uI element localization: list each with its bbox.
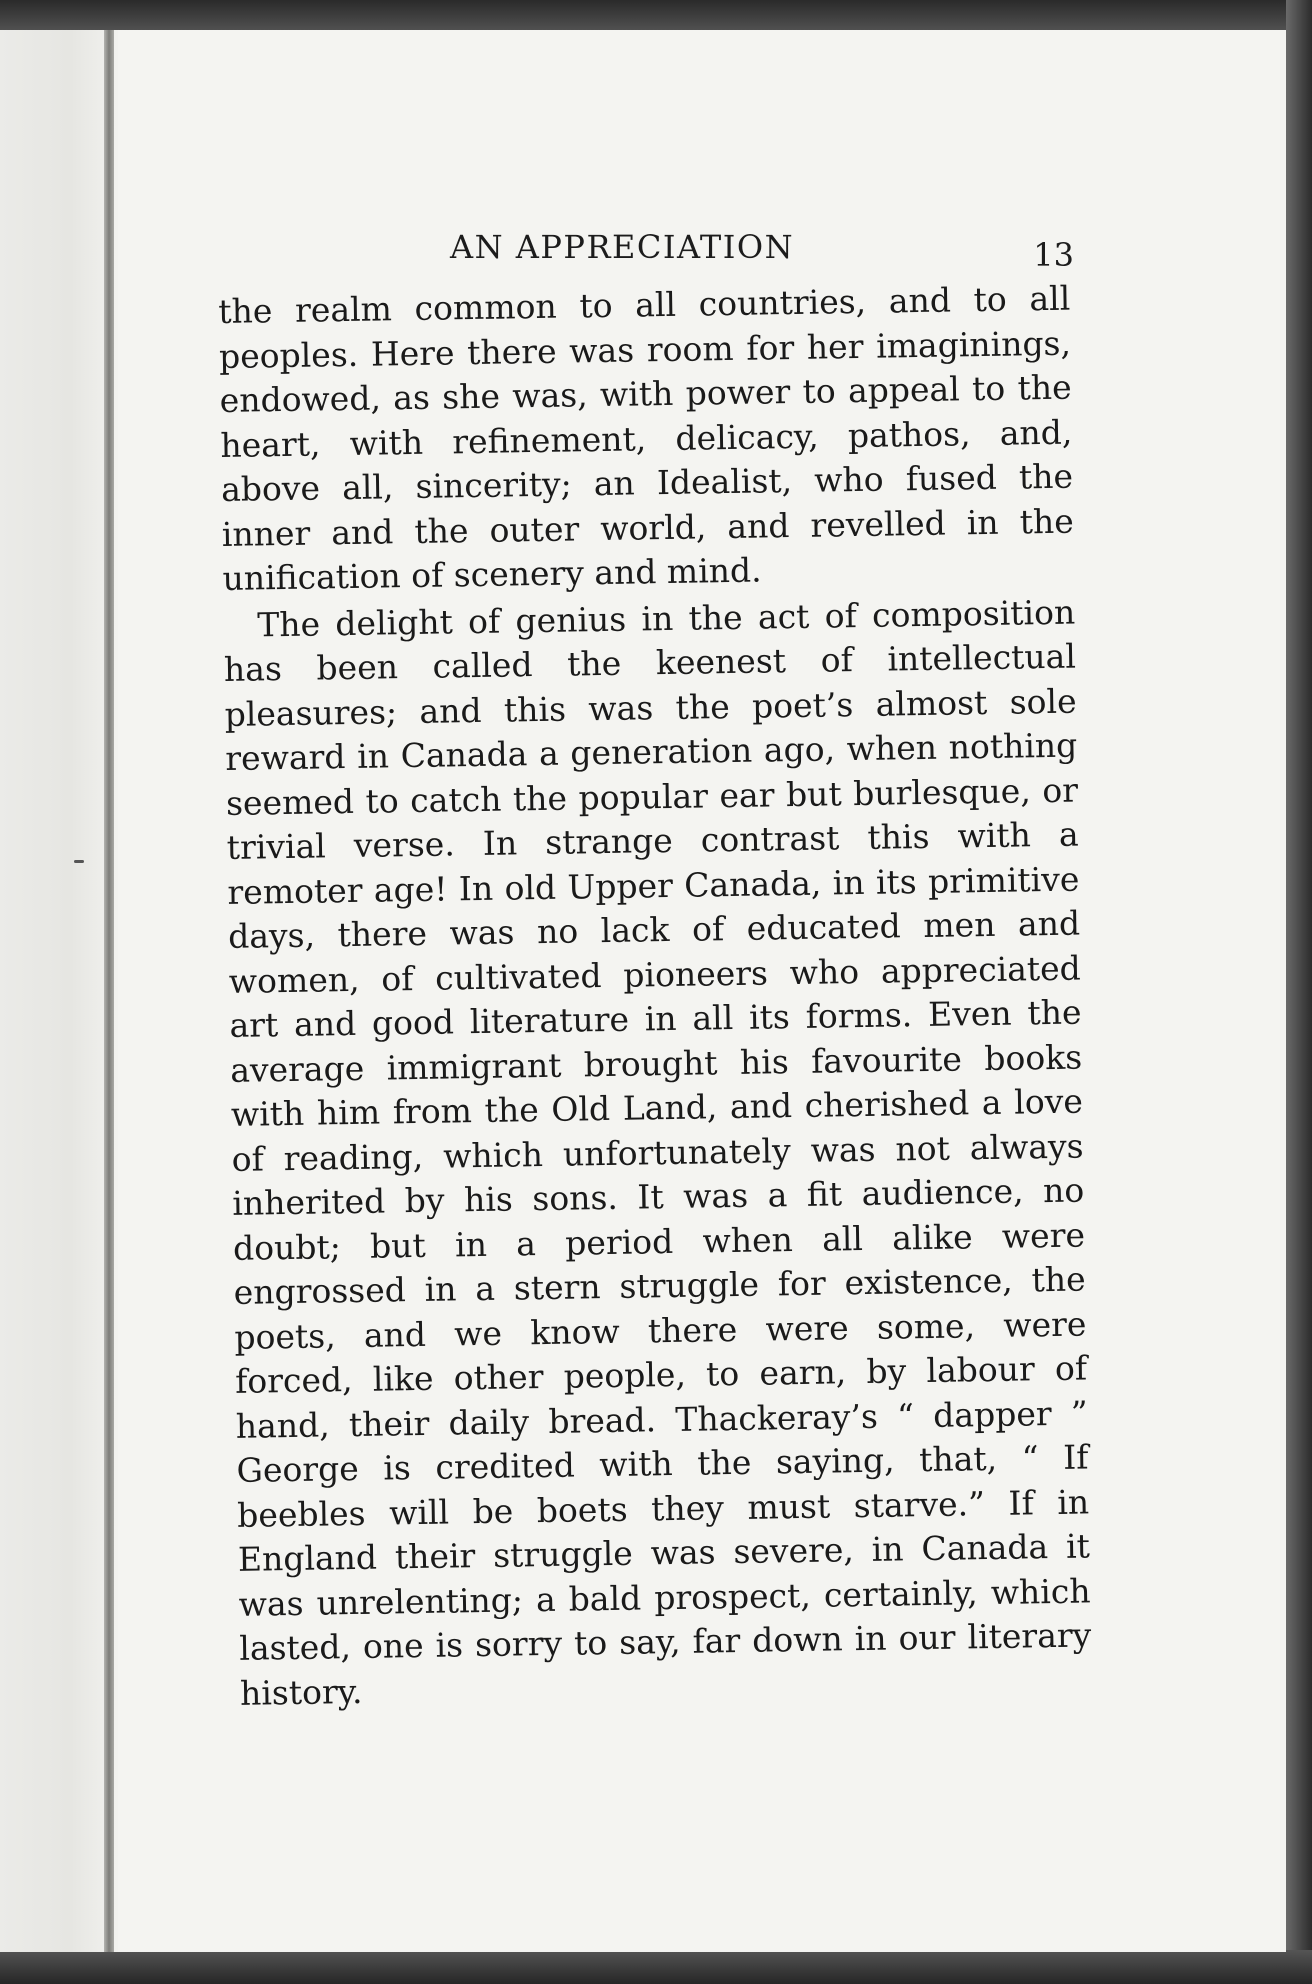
page-gutter xyxy=(0,30,118,1952)
body-text xyxy=(218,277,1092,1716)
running-head xyxy=(210,228,1078,272)
scan-border-bottom xyxy=(0,1950,1312,1984)
paragraph-continued: the realm common to all countries, and to all peoples. Here there was room for her imaginings, endowed, as she was, with power to appeal to the heart, with refinement, delicacy, pathos, and, above all, sincerity; an Idealist, who fused the inner and the outer world, and revelled in the unification of scenery and mind. xyxy=(218,278,1075,598)
ink-smudge xyxy=(74,860,84,863)
page-number: 13 xyxy=(1033,236,1074,274)
running-title: AN APPRECIATION xyxy=(450,228,795,266)
binding-spine xyxy=(104,30,114,1952)
scan-border-right xyxy=(1286,0,1312,1984)
paragraph: The delight of genius in the act of composition has been called the keenest of intellectual pleasures; and this was the poet’s almost sole reward in Canada a generation ago, when nothing seemed to catch the popular ear but burlesque, or trivial verse. In strange contrast this with a remoter age! In old Upper Canada, in its primitive days, there was no lack of educated men and women, of cultivated pioneers who appreciated art and good literature in all its forms. Even the average immigrant brought his favourite books with him from the Old Land, and cherished a love of reading, which unfortunately was not always inherited by his sons. It was a fit audience, no doubt; but in a period when all alike were engrossed in a stern struggle for existence, the poets, and we know there were some, were forced, like other people, to earn, by labour of hand, their daily bread. Thackeray’s “ dapper ” George is credited with the saying, that, “ If beebles will be boets they must starve.” If in England their struggle was severe, in Canada it was unrelenting; a bald prospect, certainly, which lasted, one is sorry to say, far down in our literary history. xyxy=(223,592,1092,1713)
